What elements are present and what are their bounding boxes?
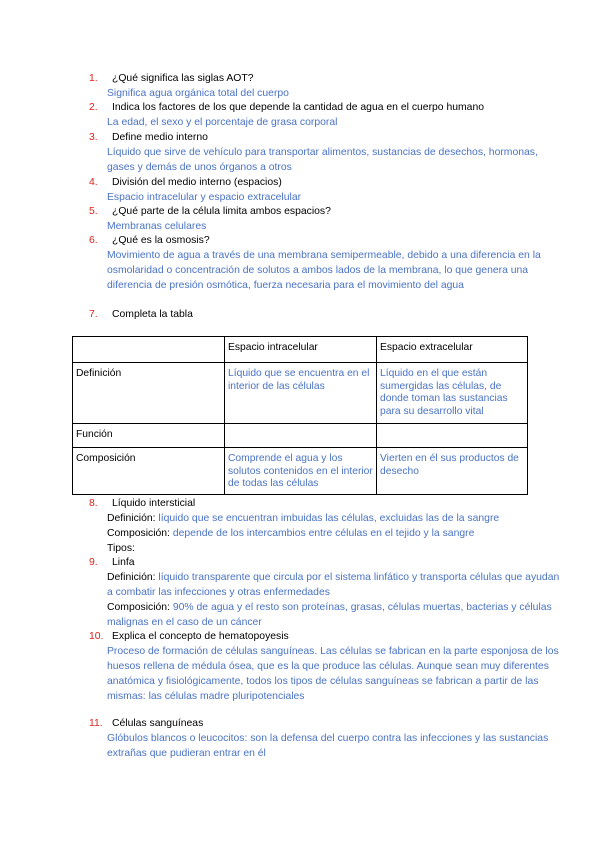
question-text: Define medio interno bbox=[112, 132, 208, 143]
question-11 bbox=[89, 717, 580, 731]
table-cell: Líquido en el que están sumergidas las células, de donde toman las sustancias para su desarrollo vital bbox=[377, 363, 528, 424]
question-3 bbox=[89, 131, 580, 145]
question-text: Explica el concepto de hematopoyesis bbox=[112, 631, 289, 642]
question-number: 6. bbox=[89, 235, 98, 246]
question-text: División del medio interno (espacios) bbox=[112, 177, 282, 188]
table-row bbox=[73, 363, 528, 424]
question-number: 4. bbox=[89, 177, 98, 188]
question-1 bbox=[89, 72, 580, 86]
table-cell: Vierten en él sus productos de desecho bbox=[377, 448, 528, 495]
table-row bbox=[73, 448, 528, 495]
question-number: 5. bbox=[89, 206, 98, 217]
row-label: Composición bbox=[73, 448, 225, 495]
composition-label: Composición: bbox=[107, 602, 170, 613]
question-number: 11. bbox=[89, 718, 103, 729]
question-number: 7. bbox=[89, 309, 98, 320]
question-number: 9. bbox=[89, 557, 98, 568]
definition-label: Definición: bbox=[107, 513, 156, 524]
question-4 bbox=[89, 176, 580, 190]
question-5 bbox=[89, 205, 580, 219]
answer-6: Movimiento de agua a través de una membrana semipermeable, debido a una diferencia en la osmolaridad o concentración de solutos a ambos lados de la membrana, lo que genera una diferencia de presión osmótica, fuerza necesaria para el movimiento del agua bbox=[107, 250, 541, 291]
q9-definition bbox=[107, 570, 560, 600]
table-header-cell: Espacio extracelular bbox=[377, 337, 528, 363]
table-cell bbox=[377, 424, 528, 448]
question-number: 10. bbox=[89, 631, 104, 642]
question-text: Células sanguíneas bbox=[112, 718, 204, 729]
composition-text: depende de los intercambios entre células en el tejido y la sangre bbox=[172, 528, 475, 539]
q8-definition bbox=[107, 511, 560, 526]
question-8 bbox=[89, 497, 580, 511]
definition-label: Definición: bbox=[107, 572, 156, 583]
row-label: Definición bbox=[73, 363, 225, 424]
question-9 bbox=[89, 556, 580, 570]
question-10 bbox=[89, 630, 580, 644]
row-label: Función bbox=[73, 424, 225, 448]
q8-tipos: Tipos: bbox=[107, 543, 135, 554]
table-header-cell: Espacio intracelular bbox=[225, 337, 377, 363]
question-number: 8. bbox=[89, 498, 98, 509]
question-number: 3. bbox=[89, 132, 98, 143]
question-number: 2. bbox=[89, 102, 98, 113]
answer-2: La edad, el sexo y el porcentaje de grasa corporal bbox=[107, 117, 338, 128]
question-text: Completa la tabla bbox=[112, 309, 193, 320]
question-7 bbox=[89, 308, 580, 322]
answer-4: Espacio intracelular y espacio extracelular bbox=[107, 192, 302, 203]
composition-label: Composición: bbox=[107, 528, 170, 539]
question-text: ¿Qué parte de la célula limita ambos espacios? bbox=[112, 206, 331, 217]
table-header-row bbox=[73, 337, 528, 363]
table-cell bbox=[225, 424, 377, 448]
table-cell: Líquido que se encuentra en el interior de las células bbox=[225, 363, 377, 424]
answer-10: Proceso de formación de células sanguíneas. Las células se fabrican en la parte esponjosa de los huesos rellena de médula ósea, que es la que produce las células. Aunque sean muy diferentes anatómica y fisiológicamente, todos los tipos de células sanguíneas se fabrican a partir de las mismas: las células madre pluripotenciales bbox=[107, 646, 559, 702]
question-6 bbox=[89, 234, 580, 248]
definition-text: líquido transparente que circula por el sistema linfático y transporta células que ayudan a combatir las infecciones y otras enfermedades bbox=[107, 572, 560, 598]
question-text: Linfa bbox=[112, 557, 135, 568]
q9-composition bbox=[107, 600, 560, 630]
question-text: Indica los factores de los que depende la cantidad de agua en el cuerpo humano bbox=[112, 102, 485, 113]
question-text: Líquido intersticial bbox=[112, 498, 196, 509]
definition-text: líquido que se encuentran imbuidas las células, excluidas las de la sangre bbox=[158, 513, 500, 524]
answer-5: Membranas celulares bbox=[107, 221, 207, 232]
question-number: 1. bbox=[89, 73, 98, 84]
answer-1: Significa agua orgánica total del cuerpo bbox=[107, 88, 289, 99]
table-header-cell bbox=[73, 337, 225, 363]
table-row bbox=[73, 424, 528, 448]
question-text: ¿Qué significa las siglas AOT? bbox=[112, 73, 254, 84]
composition-text: 90% de agua y el resto son proteínas, grasas, células muertas, bacterias y células malignas en el caso de un cáncer bbox=[107, 602, 552, 628]
q8-composition bbox=[107, 526, 560, 541]
answer-11: Glóbulos blancos o leucocitos: son la defensa del cuerpo contra las infecciones y las sustancias extrañas que pudieran entrar en él bbox=[107, 733, 549, 759]
question-2 bbox=[89, 101, 580, 115]
table-cell: Comprende el agua y los solutos contenidos en el interior de todas las células bbox=[225, 448, 377, 495]
spaces-table bbox=[72, 336, 528, 495]
answer-3: Líquido que sirve de vehículo para transportar alimentos, sustancias de desechos, hormonas, gases y demás de unos órganos a otros bbox=[107, 147, 538, 173]
question-text: ¿Qué es la osmosis? bbox=[112, 235, 210, 246]
